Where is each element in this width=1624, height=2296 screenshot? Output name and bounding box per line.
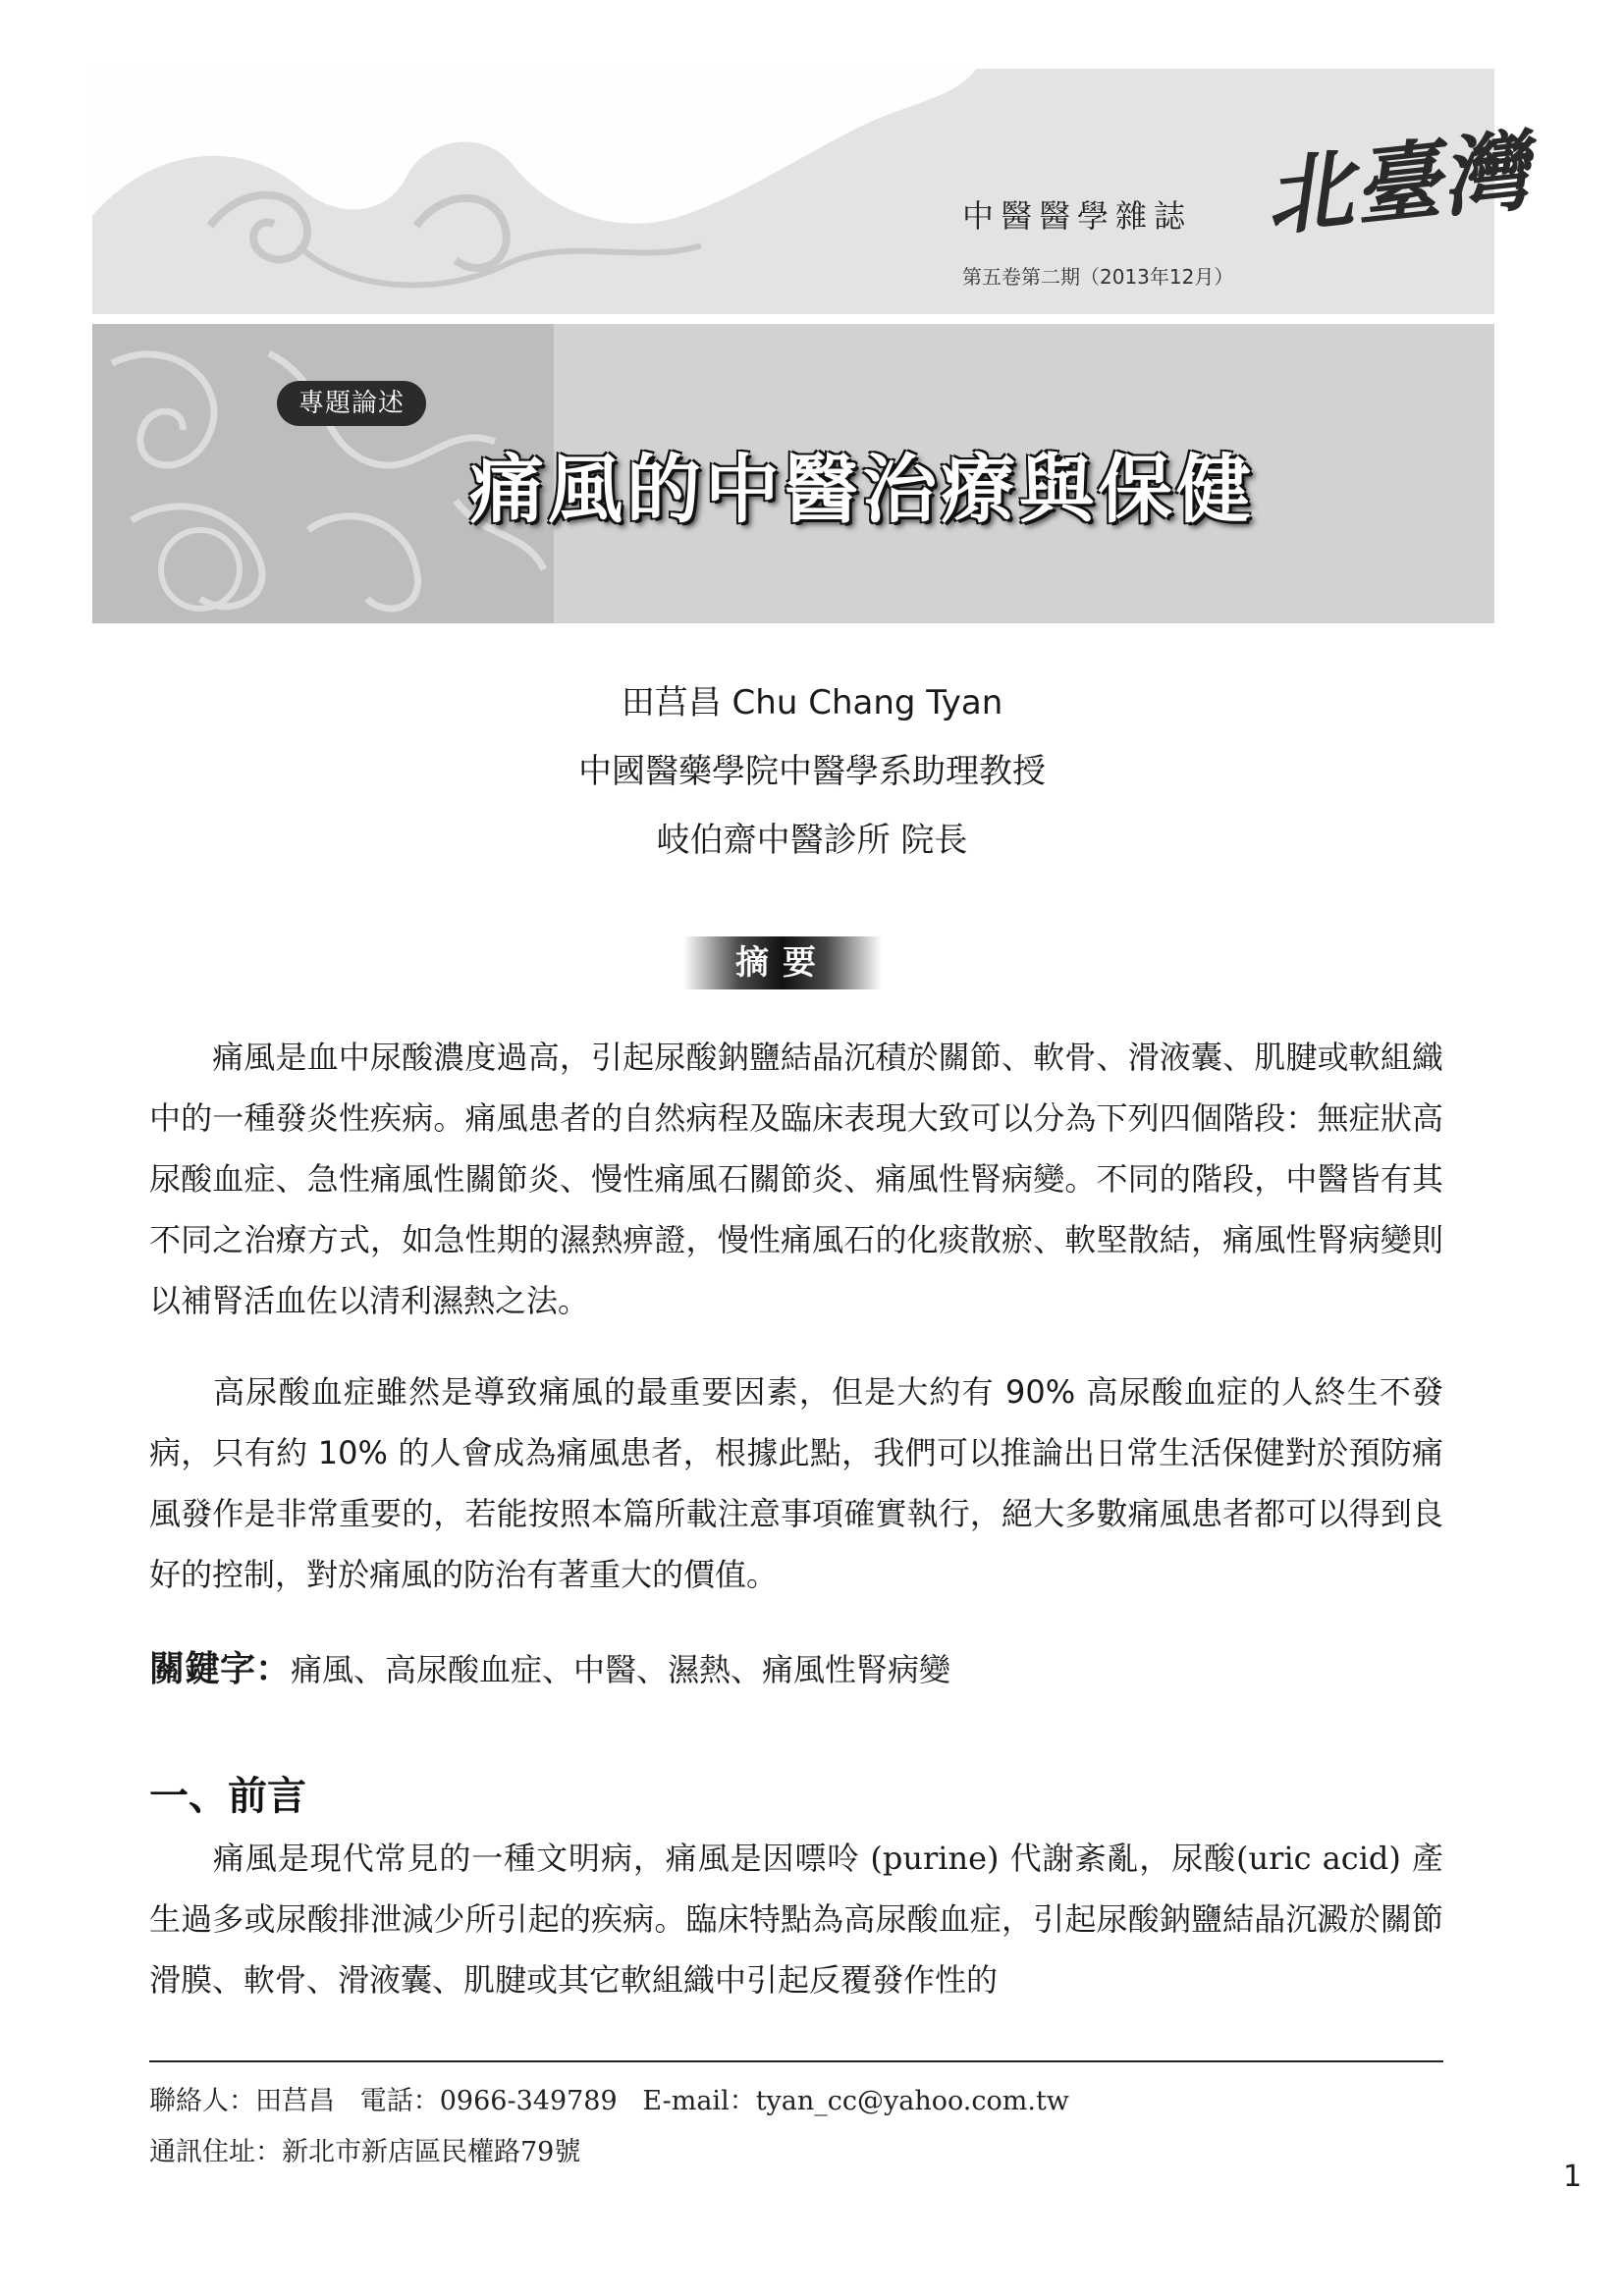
footnote-address: 通訊住址：新北市新店區民權路79號 <box>149 2137 581 2167</box>
author-affiliation-1: 中國醫藥學院中醫學系助理教授 <box>578 752 1046 791</box>
author-name: 田莒昌 Chu Chang Tyan <box>621 683 1003 722</box>
footnote-rule <box>149 2060 1443 2062</box>
section-paragraph: 痛風是現代常見的一種文明病，痛風是因嘌呤 (purine) 代謝紊亂，尿酸(uric acid) 產生過多或尿酸排泄減少所引起的疾病。臨床特點為高尿酸血症，引起尿酸鈉鹽結晶沉澱於關節滑膜、軟骨、滑液囊、肌腱或其它軟組織中引起反覆發作性的 <box>149 1840 1443 1999</box>
article-title: 痛風的中醫治療與保健 <box>469 446 1255 533</box>
header-divider <box>92 314 1494 324</box>
abstract-paragraph-1: 痛風是血中尿酸濃度過高，引起尿酸鈉鹽結晶沉積於關節、軟骨、滑液囊、肌腱或軟組織中的一種發炎性疾病。痛風患者的自然病程及臨床表現大致可以分為下列四個階段：無症狀高尿酸血症、急性痛風性關節炎、慢性痛風石關節炎、痛風性腎病變。不同的階段，中醫皆有其不同之治療方式，如急性期的濕熱痹證，慢性痛風石的化痰散瘀、軟堅散結，痛風性腎病變則以補腎活血佐以清利濕熱之法。 <box>149 1039 1443 1319</box>
keywords-text: 痛風、高尿酸血症、中醫、濕熱、痛風性腎病變 <box>291 1651 951 1688</box>
topic-badge: 專題論述 <box>277 381 426 426</box>
keywords-label: 關鍵字： <box>149 1649 292 1689</box>
issue-info: 第五卷第二期（2013年12月） <box>962 265 1234 289</box>
section-heading: 一、前言 <box>149 1773 306 1819</box>
abstract-heading: 摘要 <box>683 936 882 989</box>
journal-name: 中醫醫學雜誌 <box>962 197 1193 235</box>
keywords <box>149 1639 950 1700</box>
abstract-paragraph-2: 高尿酸血症雖然是導致痛風的最重要因素，但是大約有 90% 高尿酸血症的人終生不發病，只有約 10% 的人會成為痛風患者，根據此點，我們可以推論出日常生活保健對於預防痛風發作是非常重要的，若能按照本篇所載注意事項確實執行，絕大多數痛風患者都可以得到良好的控制，對於痛風的防治有著重大的價值。 <box>149 1373 1443 1593</box>
footnote-contact: 聯絡人：田莒昌 電話：0966-349789 E-mail：tyan_cc@yahoo.com.tw <box>149 2086 1069 2116</box>
author-affiliation-2: 岐伯齋中醫診所 院長 <box>656 821 968 860</box>
page-number: 1 <box>1563 2160 1583 2194</box>
journal-brand-logo: 北臺灣 <box>1260 119 1536 248</box>
